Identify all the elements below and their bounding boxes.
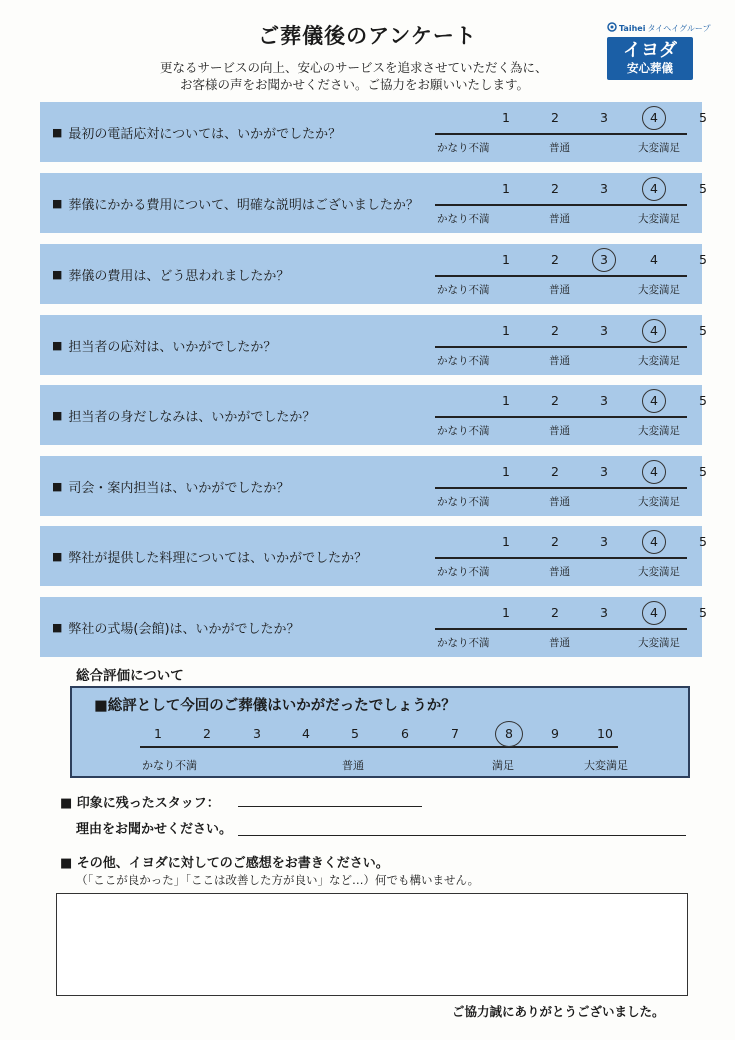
- scale-anchor: 大変満足: [638, 284, 680, 296]
- scale-line: [435, 133, 687, 135]
- rating-option[interactable]: 4: [644, 110, 664, 125]
- rating-option[interactable]: 1: [502, 110, 510, 125]
- scale-anchor: 普通: [549, 284, 570, 296]
- rating-option[interactable]: 1: [502, 252, 510, 267]
- question-text: [52, 526, 367, 586]
- rating-option[interactable]: 4: [650, 252, 658, 267]
- rating-option[interactable]: 3: [600, 534, 608, 549]
- overall-scale-anchor: 満足: [492, 759, 514, 772]
- question-row: [40, 102, 707, 162]
- scale-line: [435, 275, 687, 277]
- rating-option[interactable]: 3: [600, 464, 608, 479]
- scale-line: [435, 487, 687, 489]
- scale-line: [435, 346, 687, 348]
- rating-option[interactable]: 2: [551, 464, 559, 479]
- rating-option[interactable]: 4: [644, 464, 664, 479]
- scale-anchor: 普通: [549, 425, 570, 437]
- rating-option[interactable]: 4: [644, 534, 664, 549]
- intro-line-2: お客様の声をお聞かせください。ご協力をお願いいたします。: [180, 77, 530, 92]
- rating-option[interactable]: 2: [551, 323, 559, 338]
- overall-scale-line: [140, 746, 618, 748]
- scale-anchor: 大変満足: [638, 355, 680, 367]
- question-text: [52, 456, 289, 516]
- intro-line-1: 更なるサービスの向上、安心のサービスを追求させていただく為に、: [160, 60, 548, 75]
- scale-anchor: 大変満足: [638, 213, 680, 225]
- question-row: [40, 173, 707, 233]
- overall-section-title: 総合評価について: [76, 668, 184, 684]
- question-text: [52, 597, 300, 657]
- rating-option[interactable]: 2: [551, 181, 559, 196]
- question-label: 司会・案内担当は、いかがでしたか？: [68, 480, 290, 496]
- question-label: 弊社の式場(会館)は、いかがでしたか？: [68, 621, 300, 637]
- scale-anchor: 大変満足: [638, 142, 680, 154]
- rating-option[interactable]: 1: [502, 323, 510, 338]
- overall-scale-anchor: かなり不満: [142, 759, 197, 772]
- overall-question: ■総評として今回のご葬儀はいかがだったでしょうか？: [94, 698, 456, 714]
- rating-option[interactable]: 3: [600, 605, 608, 620]
- company-logo: [607, 22, 711, 80]
- scale-anchor: 普通: [549, 355, 570, 367]
- scale-anchor: かなり不満: [437, 355, 490, 367]
- logo-tagline: 安心葬儀: [627, 61, 673, 75]
- scale-anchor: 大変満足: [638, 496, 680, 508]
- rating-option[interactable]: 5: [699, 534, 707, 549]
- scale-anchor: 普通: [549, 142, 570, 154]
- rating-option[interactable]: 2: [551, 534, 559, 549]
- overall-scale-anchor: 大変満足: [584, 759, 628, 772]
- comments-hint: （「ここが良かった」「ここは改善した方が良い」など…）何でも構いません。: [76, 873, 480, 887]
- question-row: [40, 315, 707, 375]
- square-bullet-icon: ■: [52, 549, 63, 563]
- survey-title: ご葬儀後のアンケート: [258, 24, 477, 48]
- question-row: [40, 244, 707, 304]
- question-label: 葬儀の費用は、どう思われましたか？: [68, 268, 290, 284]
- question-text: [52, 173, 419, 233]
- scale-anchor: 大変満足: [638, 637, 680, 649]
- rating-option[interactable]: 5: [699, 110, 707, 125]
- square-bullet-icon: ■: [52, 196, 63, 210]
- question-label: 葬儀にかかる費用について、明確な説明はございましたか？: [68, 197, 419, 213]
- rating-option[interactable]: 1: [502, 393, 510, 408]
- comments-label: ■ その他、イヨダに対してのご感想をお書きください。: [60, 856, 389, 871]
- overall-rating-option[interactable]: 9: [551, 726, 559, 741]
- scale-anchor: かなり不満: [437, 566, 490, 578]
- rating-scale: [435, 181, 707, 229]
- rating-option[interactable]: 5: [699, 181, 707, 196]
- question-text: [52, 315, 276, 375]
- question-text: [52, 102, 341, 162]
- question-label: 担当者の応対は、いかがでしたか？: [68, 339, 277, 355]
- scale-anchor: 大変満足: [638, 566, 680, 578]
- rating-scale: [435, 605, 707, 653]
- rating-scale: [435, 534, 707, 582]
- rating-option[interactable]: 2: [551, 252, 559, 267]
- square-bullet-icon: ■: [52, 125, 63, 139]
- rating-option[interactable]: 4: [644, 393, 664, 408]
- scale-line: [435, 557, 687, 559]
- rating-option[interactable]: 5: [699, 323, 707, 338]
- overall-rating-option[interactable]: 1: [154, 726, 162, 741]
- comments-box[interactable]: [56, 893, 688, 996]
- question-text: [52, 385, 315, 445]
- rating-scale: [435, 110, 707, 158]
- rating-scale: [435, 323, 707, 371]
- overall-rating-box: [70, 686, 690, 778]
- logo-box: [607, 37, 693, 80]
- rating-scale: [435, 252, 707, 300]
- logo-mark-icon: [607, 22, 617, 34]
- rating-option[interactable]: 1: [502, 605, 510, 620]
- rating-option[interactable]: 3: [600, 393, 608, 408]
- logo-name: イヨダ: [623, 40, 677, 61]
- scale-anchor: かなり不満: [437, 213, 490, 225]
- scale-anchor: かなり不満: [437, 637, 490, 649]
- scale-anchor: かなり不満: [437, 284, 490, 296]
- overall-rating-option[interactable]: 5: [351, 726, 359, 741]
- rating-option[interactable]: 1: [502, 534, 510, 549]
- scale-anchor: かなり不満: [437, 425, 490, 437]
- logo-company: Taihei: [619, 23, 646, 33]
- overall-rating-option[interactable]: 6: [401, 726, 409, 741]
- rating-option[interactable]: 1: [502, 181, 510, 196]
- question-label: 担当者の身だしなみは、いかがでしたか？: [68, 409, 316, 425]
- overall-rating-option[interactable]: 7: [451, 726, 459, 741]
- rating-option[interactable]: 4: [644, 605, 664, 620]
- square-bullet-icon: ■: [52, 267, 63, 281]
- staff-label: ■ 印象に残ったスタッフ：: [60, 796, 220, 811]
- question-row: [40, 385, 707, 445]
- staff-input-line[interactable]: [238, 806, 422, 807]
- rating-option[interactable]: 5: [699, 605, 707, 620]
- scale-line: [435, 416, 687, 418]
- question-row: [40, 456, 707, 516]
- scale-anchor: 普通: [549, 566, 570, 578]
- overall-rating-option[interactable]: 4: [302, 726, 310, 741]
- rating-option[interactable]: 5: [699, 464, 707, 479]
- square-bullet-icon: ■: [52, 479, 63, 493]
- rating-option[interactable]: 2: [551, 110, 559, 125]
- rating-option[interactable]: 3: [600, 110, 608, 125]
- scale-anchor: かなり不満: [437, 496, 490, 508]
- scale-line: [435, 628, 687, 630]
- question-row: [40, 526, 707, 586]
- overall-scale-anchor: 普通: [342, 759, 364, 772]
- square-bullet-icon: ■: [52, 408, 63, 422]
- reason-label: 理由をお聞かせください。: [76, 822, 233, 837]
- rating-option[interactable]: 3: [600, 323, 608, 338]
- overall-rating-option[interactable]: 8: [498, 726, 520, 741]
- rating-option[interactable]: 4: [644, 181, 664, 196]
- reason-input-line[interactable]: [238, 835, 686, 836]
- scale-line: [435, 204, 687, 206]
- overall-rating-option[interactable]: 3: [253, 726, 261, 741]
- scale-anchor: 普通: [549, 213, 570, 225]
- rating-scale: [435, 464, 707, 512]
- scale-anchor: 大変満足: [638, 425, 680, 437]
- square-bullet-icon: ■: [52, 620, 63, 634]
- thanks-text: ご協力誠にありがとうございました。: [452, 1004, 665, 1019]
- logo-group: タイヘイグループ: [647, 23, 711, 33]
- rating-option[interactable]: 3: [594, 252, 614, 267]
- question-row: [40, 597, 707, 657]
- rating-option[interactable]: 1: [502, 464, 510, 479]
- rating-option[interactable]: 2: [551, 605, 559, 620]
- scale-anchor: かなり不満: [437, 142, 490, 154]
- rating-scale: [435, 393, 707, 441]
- rating-option[interactable]: 3: [600, 181, 608, 196]
- rating-option[interactable]: 2: [551, 393, 559, 408]
- rating-option[interactable]: 4: [644, 323, 664, 338]
- question-text: [52, 244, 289, 304]
- logo-header: [607, 22, 711, 34]
- scale-anchor: 普通: [549, 637, 570, 649]
- question-label: 最初の電話応対については、いかがでしたか？: [68, 126, 342, 142]
- rating-option[interactable]: 5: [699, 393, 707, 408]
- question-label: 弊社が提供した料理については、いかがでしたか？: [68, 550, 368, 566]
- overall-rating-option[interactable]: 10: [597, 726, 613, 741]
- overall-rating-option[interactable]: 2: [203, 726, 211, 741]
- square-bullet-icon: ■: [52, 338, 63, 352]
- scale-anchor: 普通: [549, 496, 570, 508]
- rating-option[interactable]: 5: [699, 252, 707, 267]
